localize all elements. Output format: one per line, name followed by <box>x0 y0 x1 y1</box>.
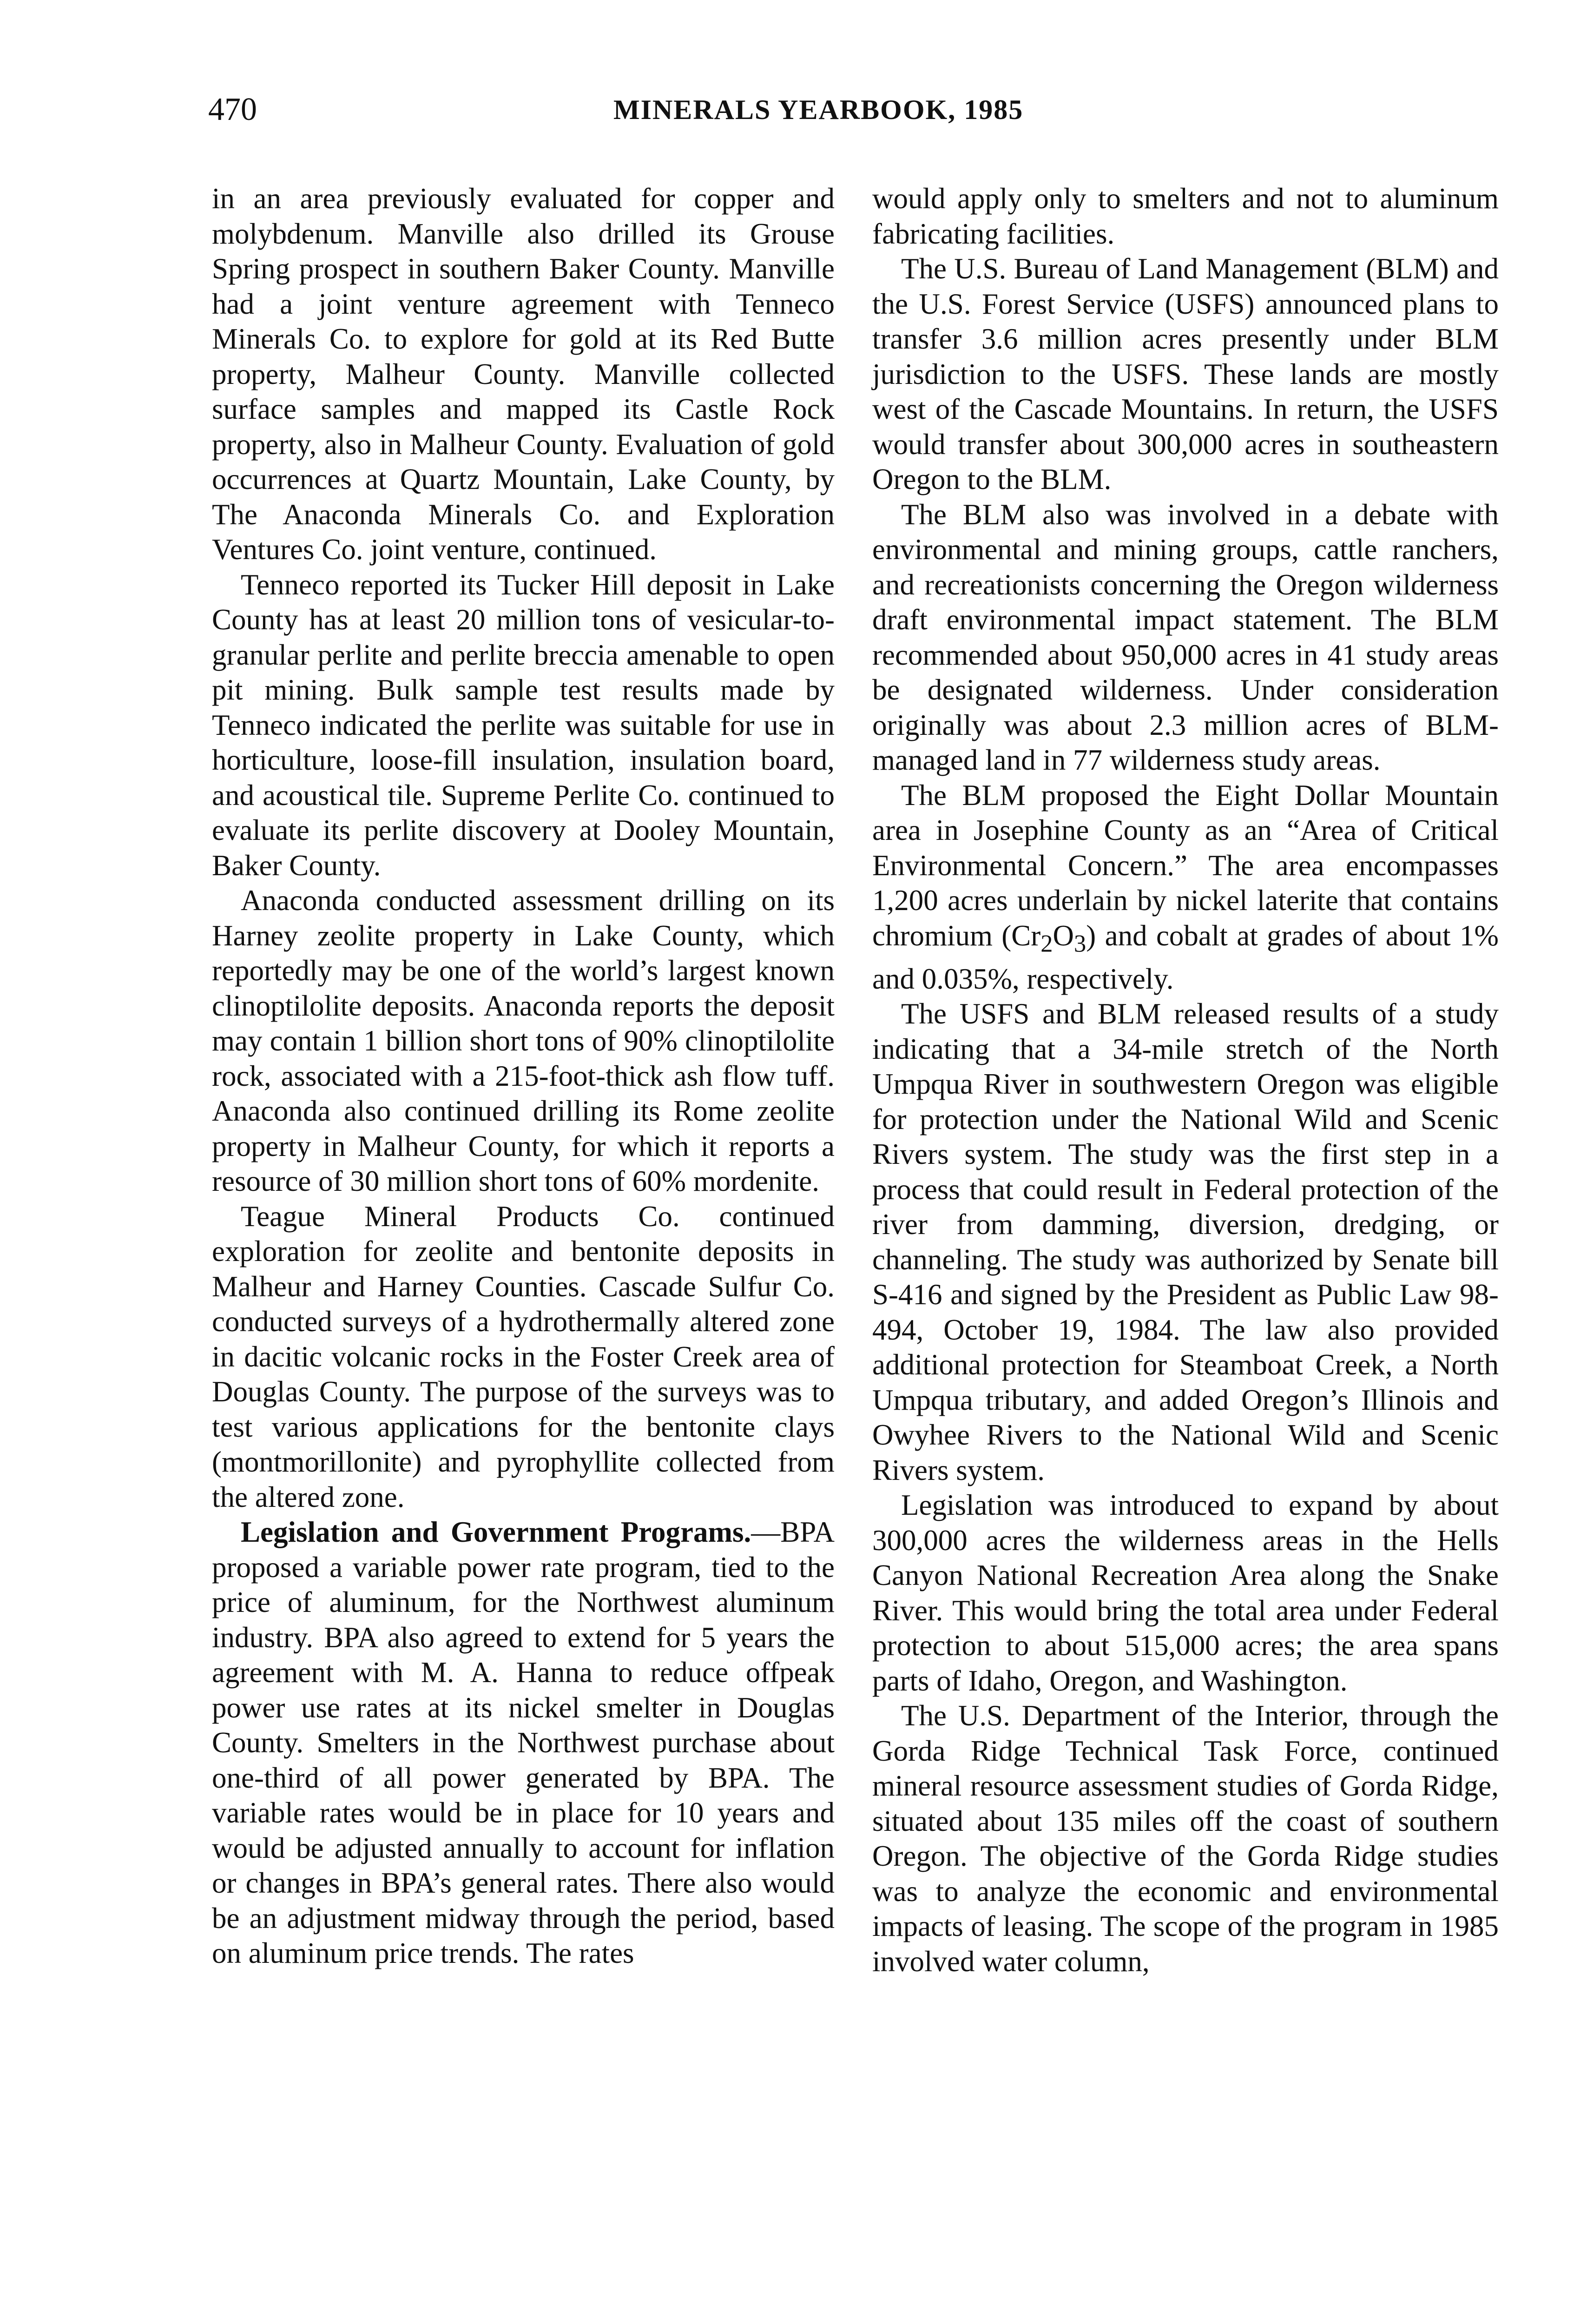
right-column <box>872 181 1499 1979</box>
subscript: 3 <box>1074 930 1086 957</box>
section-heading: Legislation and Government Programs. <box>241 1516 751 1548</box>
paragraph: The BLM also was involved in a debate with environmental and mining groups, cattle ranchers, and recreationists concerning the Oregon wilderness draft environmental impact statement. The BLM recommended about 950,000 acres in 41 study areas be designated wilderness. Under consideration originally was about 2.3 million acres of BLM-managed land in 77 wilderness study areas. <box>872 498 1499 776</box>
paragraph: The U.S. Bureau of Land Management (BLM) and the U.S. Forest Service (USFS) announced plans to transfer 3.6 million acres presently under BLM jurisdiction to the USFS. These lands are mostly west of the Cascade Mountains. In return, the USFS would transfer about 300,000 acres in southeastern Oregon to the BLM. <box>872 252 1499 495</box>
paragraph-legislation <box>212 1515 835 1971</box>
paragraph: Anaconda conducted assessment drilling on its Harney zeolite property in Lake County, which reportedly may be one of the world’s largest known clinoptilolite deposits. Anaconda reports the deposit may contain 1 billion short tons of 90% clinoptilolite rock, associated with a 215-foot-thick ash flow tuff. Anaconda also continued drilling its Rome zeolite property in Malheur County, for which it reports a resource of 30 million short tons of 60% mordenite. <box>212 884 835 1197</box>
paragraph-eight-dollar-mountain <box>872 778 1499 997</box>
paragraph: would apply only to smelters and not to aluminum fabricating facilities. <box>872 182 1499 250</box>
left-column <box>212 181 835 1971</box>
paragraph: Legislation was introduced to expand by about 300,000 acres the wilderness areas in the Hells Canyon National Recreation Area along the Snake River. This would bring the total area under Federal protection to about 515,000 acres; the area spans parts of Idaho, Oregon, and Washington. <box>872 1489 1499 1697</box>
paragraph: The USFS and BLM released results of a study indicating that a 34-mile stretch of the North Umpqua River in southwestern Oregon was eligible for protection under the National Wild and Scenic Rivers system. The study was the first step in a process that could result in Federal protection of the river from damming, diversion, dredging, or channeling. The study was authorized by Senate bill S-416 and signed by the President as Public Law 98-494, October 19, 1984. The law also provided additional protection for Steamboat Creek, a North Umpqua tributary, and added Oregon’s Illinois and Owyhee Rivers to the National Wild and Scenic Rivers system. <box>872 997 1499 1486</box>
page-number: 470 <box>208 92 257 127</box>
paragraph-text: O <box>1053 919 1074 952</box>
paragraph: Tenneco reported its Tucker Hill deposit in Lake County has at least 20 million tons of vesicular-to-granular perlite and perlite breccia amenable to open pit mining. Bulk sample test results made by Tenneco indicated the perlite was suitable for use in horticulture, loose-fill insulation, insulation board, and acoustical tile. Supreme Perlite Co. continued to evaluate its perlite discovery at Dooley Mountain, Baker County. <box>212 568 835 882</box>
paragraph: Teague Mineral Products Co. continued exploration for zeolite and bentonite deposits in Malheur and Harney Counties. Cascade Sulfur Co. conducted surveys of a hydrothermally altered zone in dacitic volcanic rocks in the Foster Creek area of Douglas County. The purpose of the surveys was to test various applications for the bentonite clays (montmorillonite) and pyrophyllite collected from the altered zone. <box>212 1200 835 1513</box>
running-title: MINERALS YEARBOOK, 1985 <box>613 94 1024 125</box>
paragraph-text: —BPA proposed a variable power rate program, tied to the price of aluminum, for the Northwest aluminum industry. BPA also agreed to extend for 5 years the agreement with M. A. Hanna to reduce offpeak power use rates at its nickel smelter in Douglas County. Smelters in the Northwest purchase about one-third of all power generated by BPA. The variable rates would be in place for 10 years and would be adjusted annually to account for inflation or changes in BPA’s general rates. There also would be an adjustment midway through the period, based on aluminum price trends. The rates <box>212 1516 835 1969</box>
paragraph: The U.S. Department of the Interior, through the Gorda Ridge Technical Task Force, continued mineral resource assessment studies of Gorda Ridge, situated about 135 miles off the coast of southern Oregon. The objective of the Gorda Ridge studies was to analyze the economic and environmental impacts of leasing. The scope of the program in 1985 involved water column, <box>872 1699 1499 1978</box>
paragraph: in an area previously evaluated for copper and molybdenum. Manville also drilled its Grouse Spring prospect in southern Baker County. Manville had a joint venture agreement with Tenneco Minerals Co. to explore for gold at its Red Butte property, Malheur County. Manville collected surface samples and mapped its Castle Rock property, also in Malheur County. Evaluation of gold occurrences at Quartz Mountain, Lake County, by The Anaconda Minerals Co. and Exploration Ventures Co. joint venture, continued. <box>212 182 835 566</box>
paragraph-text: The BLM proposed the Eight Dollar Mountain area in Josephine County as an “Area of Critical Environmental Concern.” The area encompasses 1,200 acres underlain by nickel laterite that contains chromium (Cr <box>872 779 1499 952</box>
paragraph-text: ) and cobalt at grades of about 1% and 0.035%, respectively. <box>872 919 1499 995</box>
subscript: 2 <box>1040 930 1053 957</box>
